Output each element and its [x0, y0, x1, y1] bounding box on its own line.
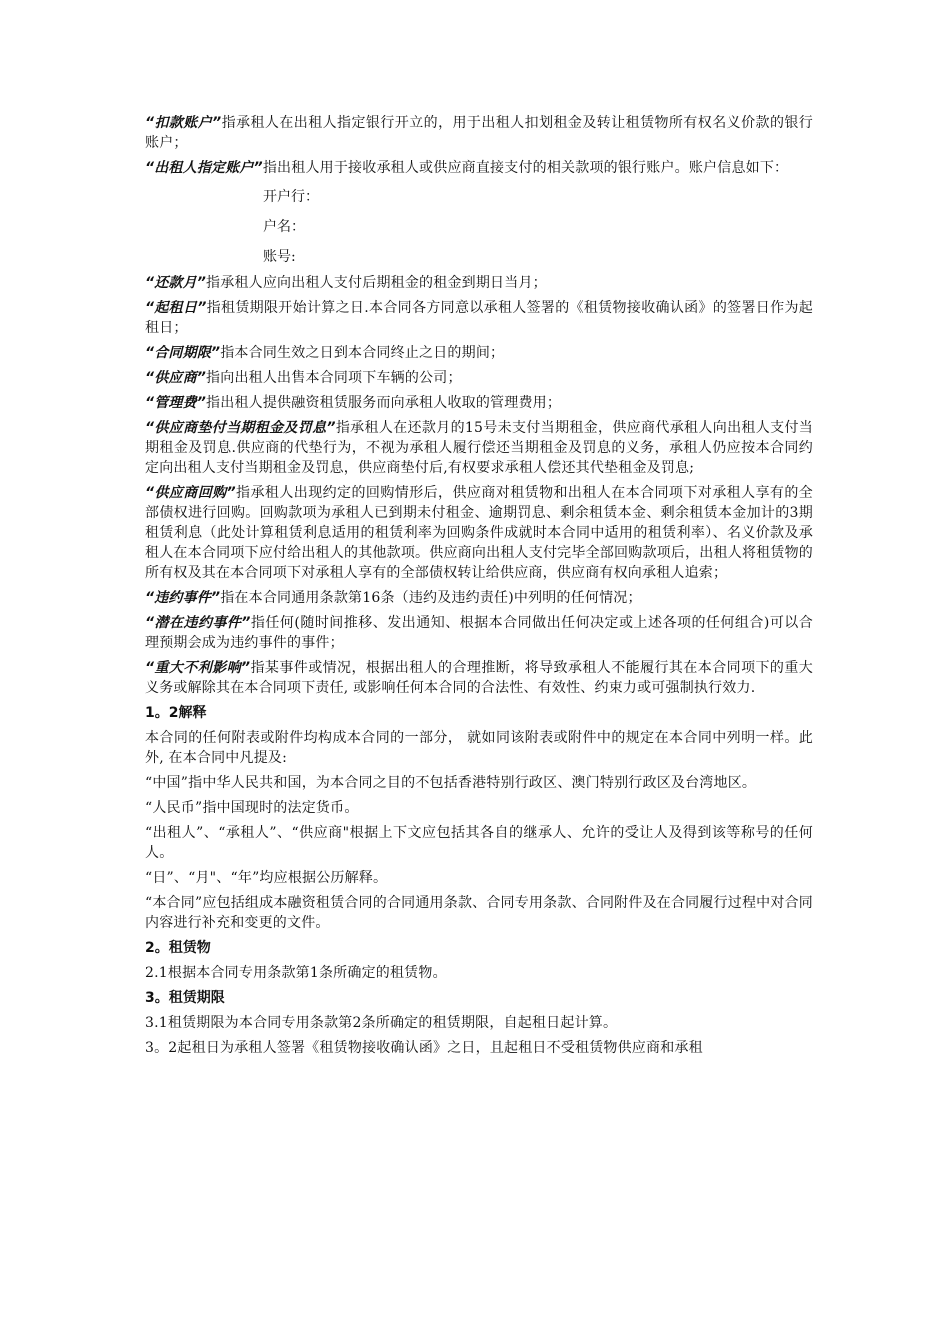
lease-term-paragraph: 3。2起租日为承租人签署《租赁物接收确认函》之日，且起租日不受租赁物供应商和承租	[145, 1040, 703, 1056]
definition-term: “还款月”	[145, 275, 207, 291]
section-heading-interpretation: 1。2解释	[145, 705, 207, 721]
account-number-label: 账号:	[263, 249, 296, 265]
document-page	[145, 113, 813, 1063]
definition-commencement-date	[145, 298, 813, 338]
definition-management-fee	[145, 393, 813, 413]
definition-text: 指某事件或情况，根据出租人的合理推断，将导致承租人不能履行其在本合同项下的重大义务或解除其在本合同项下责任, 或影响任何本合同的合法性、有效性、约束力或可强制执行效力.	[145, 660, 813, 696]
interpretation-paragraph: “本合同”应包括组成本融资租赁合同的合同通用条款、合同专用条款、合同附件及在合同履行过程中对合同内容进行补充和变更的文件。	[145, 895, 813, 931]
definition-text: 指出租人提供融资租赁服务而向承租人收取的管理费用；	[206, 395, 562, 411]
definition-material-adverse-effect	[145, 658, 813, 698]
definition-term: “合同期限”	[145, 345, 221, 361]
definition-text: 指承租人应向出租人支付后期租金的租金到期日当月；	[206, 275, 547, 291]
definition-text: 指任何(随时间推移、发出通知、根据本合同做出任何决定或上述各项的任何组合)可以合理预期会成为违约事件的事件；	[145, 615, 813, 651]
definition-text: 指本合同生效之日到本合同终止之日的期间；	[220, 345, 505, 361]
definition-text: 指承租人在还款月的15号未支付当期租金，供应商代承租人向出租人支付当期租金及罚息.供应商的代垫行为，不视为承租人履行偿还当期租金及罚息的义务，承租人仍应按本合同约定向出租人支付当期租金及罚息，供应商垫付后,有权要求承租人偿还其代垫租金及罚息;	[145, 420, 813, 476]
definition-repayment-month	[145, 273, 813, 293]
definition-supplier-buyback	[145, 483, 813, 583]
interpretation-paragraph: 本合同的任何附表或附件均构成本合同的一部分， 就如同该附表或附件中的规定在本合同中列明一样。此外, 在本合同中凡提及:	[145, 730, 813, 766]
definition-supplier	[145, 368, 813, 388]
definition-contract-term	[145, 343, 813, 363]
definition-lessor-account	[145, 158, 813, 178]
definition-text: 指租赁期限开始计算之日.本合同各方同意以承租人签署的《租赁物接收确认函》的签署日作为起租日；	[145, 300, 813, 336]
definition-text: 指在本合同通用条款第16条（违约及违约责任)中列明的任何情况；	[220, 590, 642, 606]
definition-term: “重大不利影响”	[145, 660, 251, 676]
definition-term: “供应商垫付当期租金及罚息”	[145, 420, 336, 436]
definition-term: “供应商回购”	[145, 485, 236, 501]
section-heading-leased-property: 2。租赁物	[145, 940, 211, 956]
definition-term: “潜在违约事件”	[145, 615, 251, 631]
interpretation-paragraph: “日”、“月"、“年”均应根据公历解释。	[145, 870, 388, 886]
lease-term-paragraph: 3.1租赁期限为本合同专用条款第2条所确定的租赁期限，自起租日起计算。	[145, 1015, 618, 1031]
definition-supplier-advance	[145, 418, 813, 478]
leased-property-paragraph: 2.1根据本合同专用条款第1条所确定的租赁物。	[145, 965, 447, 981]
definition-text: 指承租人出现约定的回购情形后，供应商对租赁物和出租人在本合同项下对承租人享有的全部债权进行回购。回购款项为承租人已到期未付租金、逾期罚息、剩余租赁本金、剩余租赁本金加计的3期租赁利息（此处计算租赁利息适用的租赁利率为回购条件成就时本合同中适用的租赁利率）、名义价款及承租人在本合同项下应付给出租人的其他款项。供应商向出租人支付完毕全部回购款项后，出租人将租赁物的所有权及其在本合同项下对承租人享有的全部债权转让给供应商，供应商有权向承租人追索；	[145, 485, 813, 581]
definition-deduction-account	[145, 113, 813, 153]
interpretation-paragraph: “中国”指中华人民共和国，为本合同之目的不包括香港特别行政区、澳门特别行政区及台湾地区。	[145, 775, 757, 791]
definition-term: “供应商”	[145, 370, 207, 386]
interpretation-paragraph: “出租人”、“承租人”、“供应商"根据上下文应包括其各自的继承人、允许的受让人及得到该等称号的任何人。	[145, 825, 813, 861]
interpretation-paragraph: “人民币”指中国现时的法定货币。	[145, 800, 359, 816]
definition-term: “出租人指定账户”	[145, 160, 263, 176]
account-name-label: 户名：	[263, 219, 305, 235]
definition-text: 指承租人在出租人指定银行开立的，用于出租人扣划租金及转让租赁物所有权名义价款的银行账户；	[145, 115, 814, 151]
definition-term: “扣款账户”	[145, 115, 222, 131]
definition-text: 指向出租人出售本合同项下车辆的公司；	[206, 370, 462, 386]
definition-term: “管理费”	[145, 395, 207, 411]
definition-default-event	[145, 588, 813, 608]
definition-potential-default	[145, 613, 813, 653]
definition-term: “起租日”	[145, 300, 207, 316]
account-bank-label: 开户行：	[263, 189, 319, 205]
definition-text: 指出租人用于接收承租人或供应商直接支付的相关款项的银行账户。账户信息如下：	[262, 160, 789, 176]
definition-term: “违约事件”	[145, 590, 221, 606]
section-heading-lease-term: 3。租赁期限	[145, 990, 225, 1006]
